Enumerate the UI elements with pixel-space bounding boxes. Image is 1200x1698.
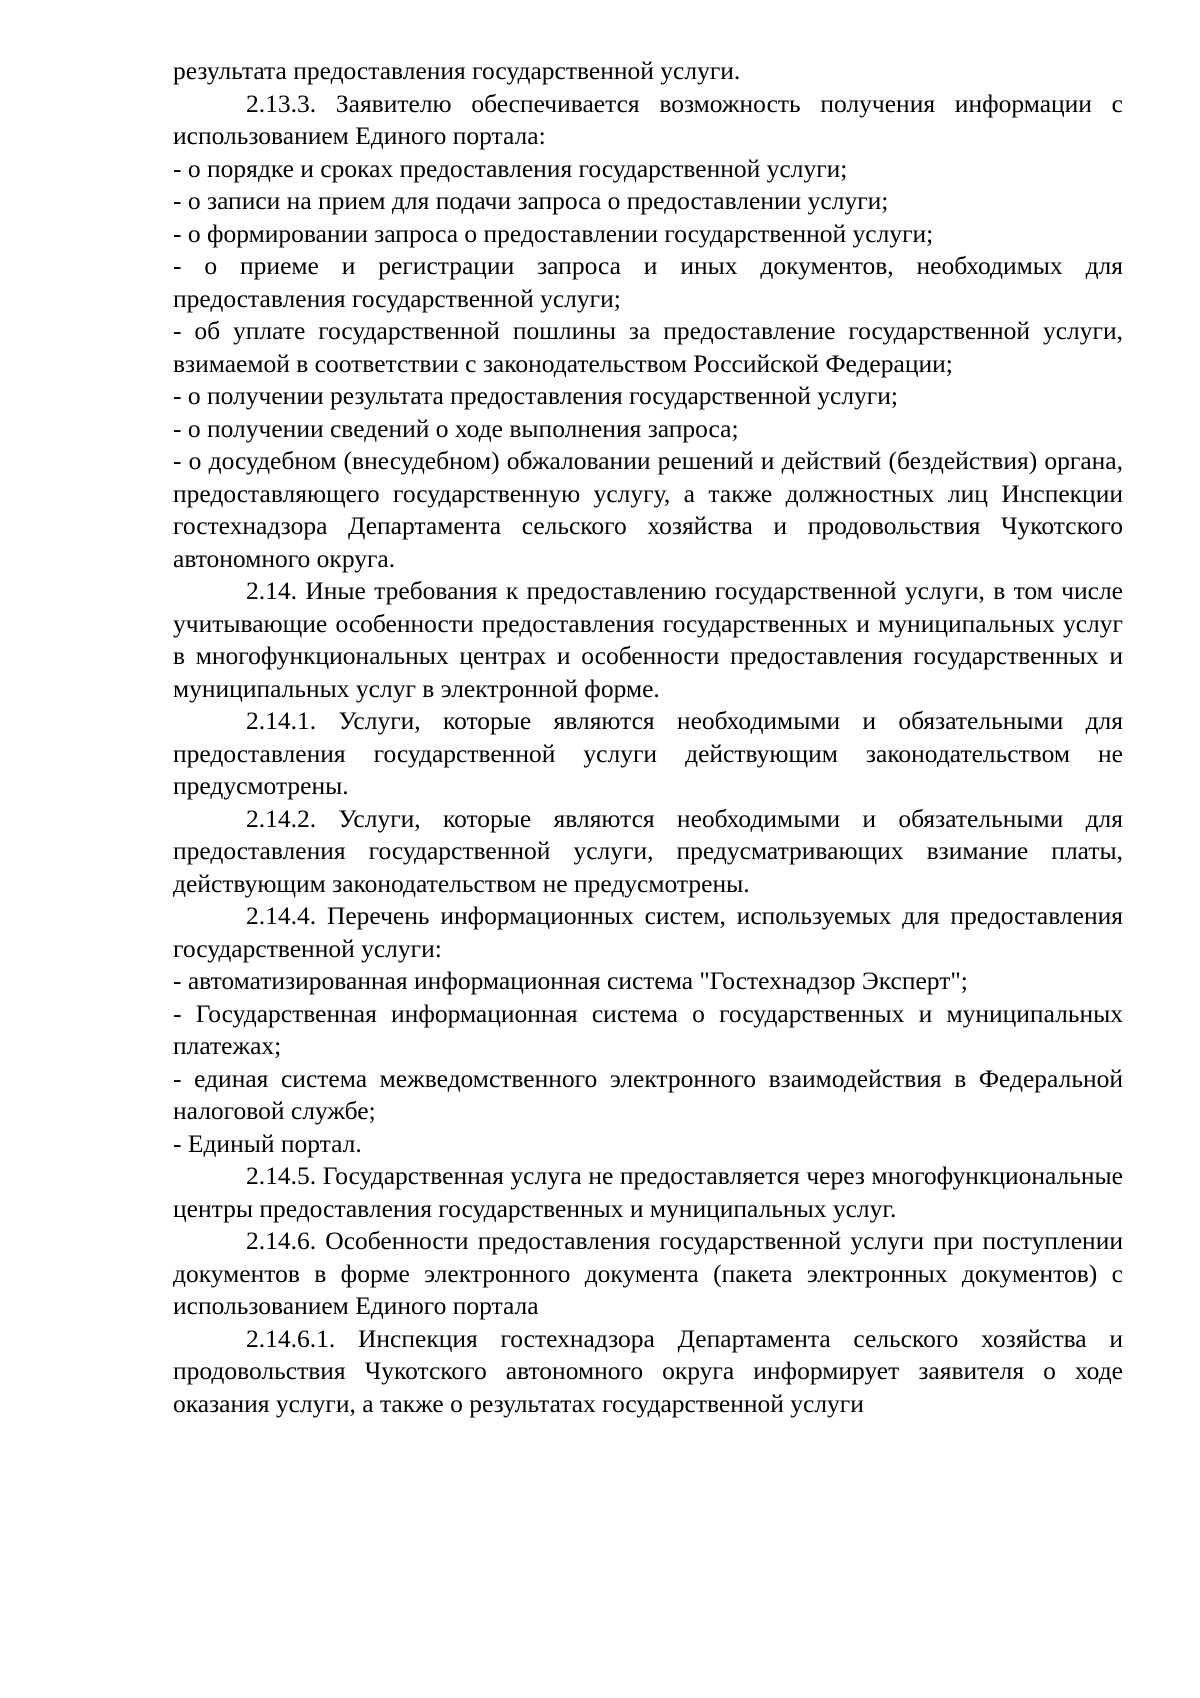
paragraph: 2.14.1. Услуги, которые являются необходимыми и обязательными для предоставления государственной услуги действующим законодательством не предусмотрены. [173, 706, 1123, 800]
list-item: - о досудебном (внесудебном) обжаловании решений и действий (бездействия) органа, предоставляющего государственную услугу, а также должностных лиц Инспекции гостехнадзора Департамента сельского хозяйства и продовольствия Чукотского автономного округа. [173, 446, 1123, 573]
paragraph: 2.14.5. Государственная услуга не предоставляется через многофункциональные центры предоставления государственных и муниципальных услуг. [173, 1161, 1123, 1223]
paragraph: 2.13.3. Заявителю обеспечивается возможность получения информации с использованием Единого портала: [173, 88, 1123, 150]
list-item: - единая система межведомственного электронного взаимодействия в Федеральной налоговой службе; [173, 1063, 1123, 1125]
paragraph: 2.14.6.1. Инспекция гостехнадзора Департамента сельского хозяйства и продовольствия Чукотского автономного округа информирует заявителя о ходе оказания услуги, а также о результатах государственной услуги [173, 1323, 1123, 1418]
paragraph: 2.14. Иные требования к предоставлению государственной услуги, в том числе учитывающие особенности предоставления государственных и муниципальных услуг в многофункциональных центрах и особенности предоставления государственных и муниципальных услуг в электронной форме. [173, 576, 1123, 703]
list-item: - Государственная информационная система о государственных и муниципальных платежах; [173, 998, 1123, 1060]
paragraph: 2.14.4. Перечень информационных систем, используемых для предоставления государственной услуги: [173, 901, 1123, 963]
document-page [173, 55, 1123, 1420]
paragraph: 2.14.6. Особенности предоставления государственной услуги при поступлении документов в форме электронного документа (пакета электронных документов) с использованием Единого портала [173, 1226, 1123, 1320]
list-item: - о записи на прием для подачи запроса о предоставлении услуги; [173, 186, 889, 215]
list-item: - Единый портал. [173, 1128, 362, 1158]
list-item: - о получении сведений о ходе выполнения запроса; [173, 413, 739, 443]
list-item: - о получении результата предоставления государственной услуги; [173, 381, 898, 410]
list-item: - о приеме и регистрации запроса и иных документов, необходимых для предоставления государственной услуги; [173, 251, 1123, 313]
list-item: - о порядке и сроках предоставления государственной услуги; [173, 153, 848, 183]
list-item: - об уплате государственной пошлины за предоставление государственной услуги, взимаемой в соответствии с законодательством Российской Федерации; [173, 316, 1123, 378]
list-item: - автоматизированная информационная система "Гостехнадзор Эксперт"; [173, 966, 968, 995]
paragraph: 2.14.2. Услуги, которые являются необходимыми и обязательными для предоставления государственной услуги, предусматривающих взимание платы, действующим законодательством не предусмотрены. [173, 803, 1123, 898]
list-item: - о формировании запроса о предоставлении государственной услуги; [173, 218, 934, 248]
paragraph: результата предоставления государственной услуги. [173, 56, 741, 85]
